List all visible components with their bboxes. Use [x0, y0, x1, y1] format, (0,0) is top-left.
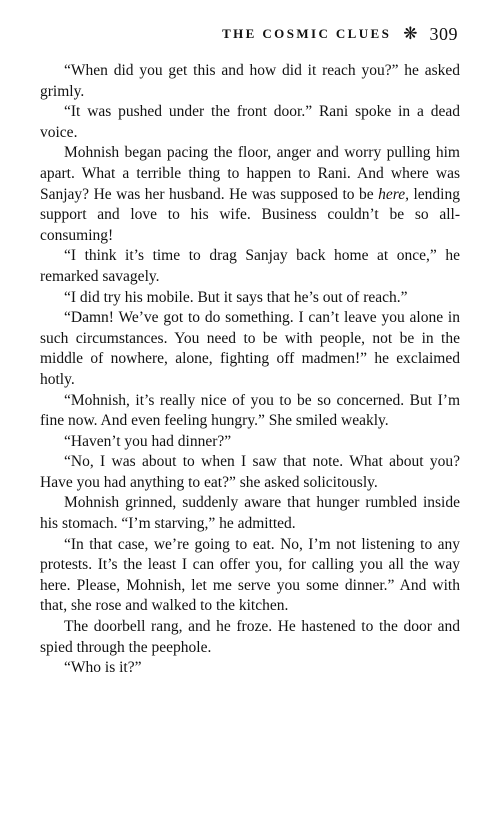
running-head [0, 22, 458, 46]
emphasis-text: here, [378, 185, 409, 203]
paragraph-text: lending support and love to his wife. Business couldn’t be so all-consuming! [40, 185, 460, 244]
paragraph: “Who is it?” [64, 659, 142, 677]
paragraph: Mohnish grinned, suddenly aware that hunger rumbled inside his stomach. “I’m starving,” he admitted. [40, 494, 460, 533]
running-title: THE COSMIC CLUES [222, 26, 392, 41]
paragraph: “When did you get this and how did it reach you?” he asked grimly. [40, 62, 460, 100]
paragraph: “It was pushed under the front door.” Rani spoke in a dead voice. [40, 103, 460, 141]
paragraph: “In that case, we’re going to eat. No, I’m not listening to any protests. It’s the least I can offer you, for calling you all the way here. Please, Mohnish, let me serve you some dinner.” And with that, she rose and walked to the kitchen. [40, 535, 460, 615]
body-text [40, 61, 460, 679]
paragraph: “Damn! We’ve got to do something. I can’t leave you alone in such circumstances. You need to be with people, not be in the middle of nowhere, alone, fighting off madmen!” he exclaimed hotly. [40, 309, 460, 388]
paragraph: “Mohnish, it’s really nice of you to be so concerned. But I’m fine now. And even feeling hungry.” She smiled weakly. [40, 391, 460, 430]
paragraph-text: Mohnish began pacing the floor, anger and worry pulling him apart. What a terrible thing to happen to Rani. And where was Sanjay? He was her husband. He was supposed to be [40, 144, 460, 203]
paragraph: “No, I was about to when I saw that note. What about you? Have you had anything to eat?” she asked solicitously. [40, 453, 460, 491]
paragraph: “Haven’t you had dinner?” [64, 432, 232, 450]
paragraph: “I did try his mobile. But it says that he’s out of reach.” [64, 288, 408, 306]
paragraph: The doorbell rang, and he froze. He hastened to the door and spied through the peephole. [40, 618, 460, 656]
paragraph [40, 143, 460, 246]
star-ornament-icon: ❋ [403, 23, 418, 43]
paragraph: “I think it’s time to drag Sanjay back home at once,” he remarked savagely. [40, 247, 460, 285]
page-number: 309 [429, 23, 458, 44]
